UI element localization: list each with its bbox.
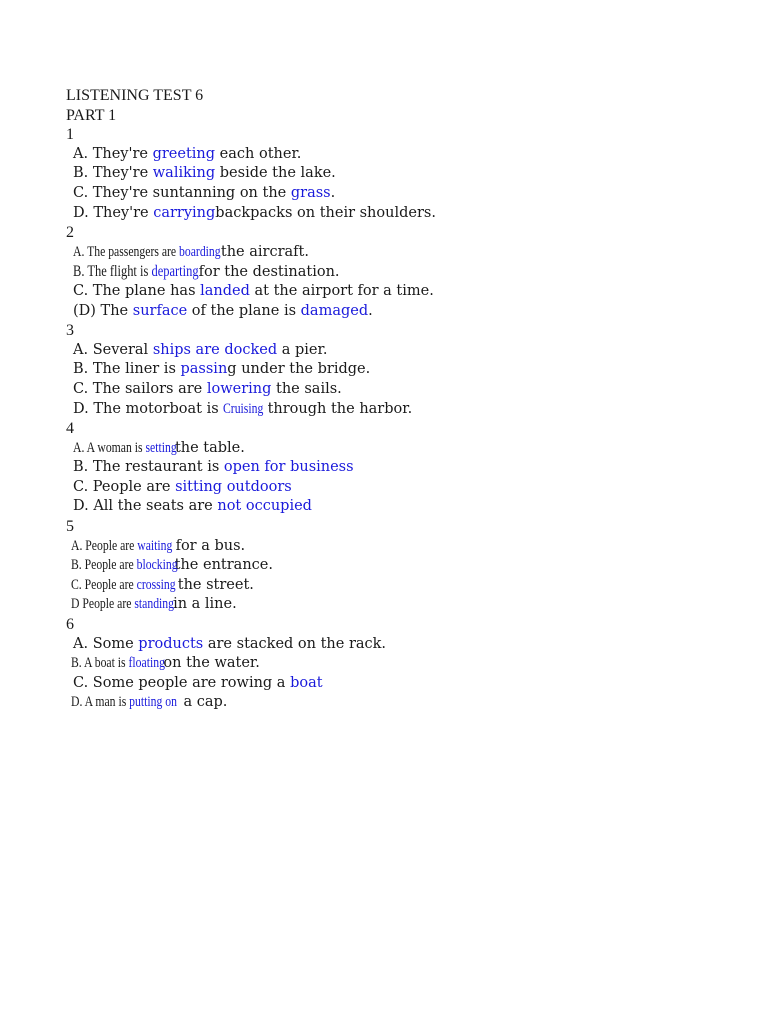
option-line: C. They're suntanning on the grass. xyxy=(73,184,336,201)
keyword: boarding xyxy=(179,243,221,260)
keyword: waliking xyxy=(152,165,216,182)
keyword: boat xyxy=(290,674,323,691)
option-line: B. The restaurant is open for business xyxy=(73,459,354,476)
question-number: 2 xyxy=(66,224,74,242)
option-line: D People are standingin a line. xyxy=(71,596,237,613)
keyword: ships are docked xyxy=(152,341,278,358)
keyword: surface xyxy=(132,302,188,319)
option-line: A. Several ships are docked a pier. xyxy=(73,341,328,358)
option-line: D. The motorboat is Cruising through the harbor. xyxy=(73,400,413,417)
option-line: A. People are waiting for a bus. xyxy=(71,537,246,554)
keyword: crossing xyxy=(136,576,176,593)
option-line: A. Some products are stacked on the rack. xyxy=(73,635,387,652)
question-number: 3 xyxy=(66,322,74,340)
keyword: grass xyxy=(290,184,331,201)
keyword: not occupied xyxy=(217,498,312,515)
option-line: B. They're waliking beside the lake. xyxy=(73,165,336,182)
keyword: passin xyxy=(180,361,228,378)
keyword: carrying xyxy=(153,204,216,221)
option-line: B. The flight is departing for the destination. xyxy=(73,263,340,281)
option-line: C. The sailors are lowering the sails. xyxy=(73,380,342,397)
keyword: putting on xyxy=(129,694,177,711)
keyword: landed xyxy=(200,282,250,299)
option-line: B. The liner is passing under the bridge. xyxy=(73,361,371,378)
keyword: greeting xyxy=(152,145,216,162)
keyword: blocking xyxy=(136,557,178,574)
keyword: Cruising xyxy=(223,400,264,417)
option-line: D. A man is putting on a cap. xyxy=(71,694,228,711)
option-line: A. They're greeting each other. xyxy=(73,145,302,162)
part-heading: PART 1 xyxy=(66,106,117,124)
option-line: C. Some people are rowing a boat xyxy=(73,674,323,691)
option-line: A. The passengers are boarding the aircraft. xyxy=(73,243,309,260)
keyword: lowering xyxy=(206,380,272,397)
option-line: D. They're carryingbackpacks on their shoulders. xyxy=(73,204,436,221)
question-number: 4 xyxy=(66,420,74,438)
option-line: D. All the seats are not occupied xyxy=(73,498,312,515)
option-line: C. People are sitting outdoors xyxy=(73,478,292,495)
option-line: A. A woman is settingthe table. xyxy=(73,439,245,456)
keyword: products xyxy=(138,635,204,652)
option-line: C. The plane has landed at the airport for a time. xyxy=(73,282,434,299)
keyword: standing xyxy=(134,596,175,613)
keyword: open for business xyxy=(223,459,354,476)
option-line: C. People are crossing the street. xyxy=(71,576,254,593)
test-title: LISTENING TEST 6 xyxy=(66,87,204,104)
question-number: 1 xyxy=(66,126,74,144)
option-line: (D) The surface of the plane is damaged. xyxy=(73,302,373,319)
keyword: sitting outdoors xyxy=(175,478,292,495)
keyword: floating xyxy=(128,655,165,672)
keyword: departing xyxy=(151,263,199,281)
option-line: B. People are blockingthe entrance. xyxy=(71,557,273,574)
option-line: B. A boat is floatingon the water. xyxy=(71,655,260,672)
keyword: waiting xyxy=(137,537,173,554)
question-number: 6 xyxy=(66,616,74,634)
document-body xyxy=(66,86,746,713)
question-number: 5 xyxy=(66,518,74,536)
keyword: setting xyxy=(145,439,177,456)
keyword: damaged xyxy=(300,302,369,319)
